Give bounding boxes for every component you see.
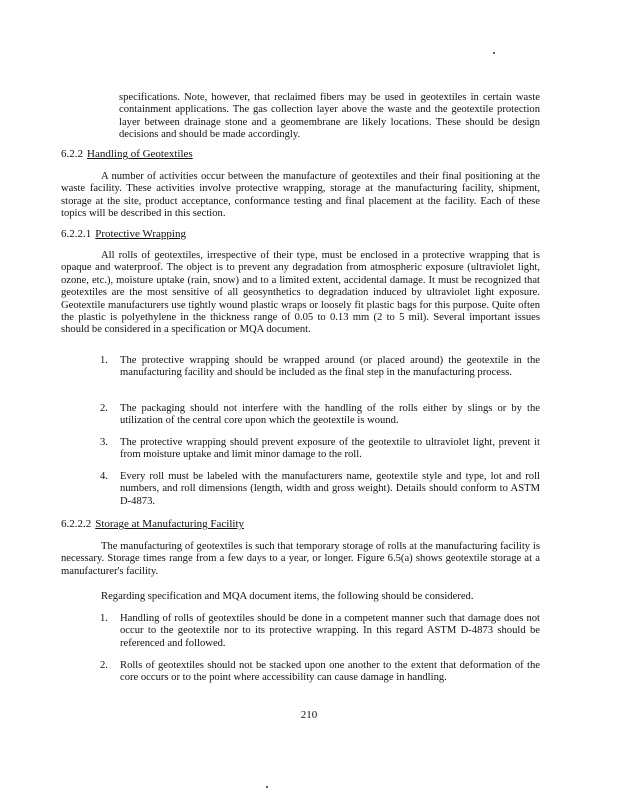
page-number: 210 (300, 709, 318, 721)
list-marker: 1. (100, 355, 108, 366)
list-item-text: Rolls of geotextiles should not be stacked upon one another to the extent that deformation of the core occurs or to the point where accessibility can cause damage in handling. (120, 660, 540, 684)
list-marker: 1. (100, 613, 108, 624)
section-heading-6-2-2 (61, 148, 193, 161)
list-item (100, 471, 540, 511)
list-marker: 4. (100, 471, 108, 482)
section-title: Protective Wrapping (95, 228, 186, 240)
list-item-text: Every roll must be labeled with the manufacturers name, geotextile style and type, lot and roll numbers, and roll dimensions (length, width and gross weight). Details should conform to ASTM D-4873. (120, 471, 540, 507)
list-item (100, 613, 540, 653)
section-title: Handling of Geotextiles (87, 148, 193, 160)
section-heading-6-2-2-2 (61, 518, 244, 531)
scan-speck (266, 786, 268, 788)
section-number: 6.2.2.2 (61, 518, 92, 530)
list-item-text: The protective wrapping should be wrapped around (or placed around) the geotextile in the manufacturing facility and should be included as the final step in the manufacturing process. (120, 355, 540, 379)
section-6-2-2-1-body: All rolls of geotextiles, irrespective of their type, must be enclosed in a protective wrapping that is opaque and waterproof. The object is to prevent any degradation from atmospheric exposure (ultraviolet light, ozone, etc.), moisture uptake (rain, snow) and to a limited extent, accidental damage. It must be recognized that geotextiles are the most sensitive of all geosynthetics to degradation induced by ultraviolet light exposure. Geotextile manufacturers use tightly wound plastic wraps or loosely fit plastic bags for this purpose. Quite often the plastic is polyethylene in the thickness range of 0.05 to 0.13 mm (2 to 5 mil). Several important issues should be considered in a specification or MQA document. (61, 250, 540, 336)
list-item-text: The packaging should not interfere with the handling of the rolls either by slings or by the utilization of the central core upon which the geotextile is wound. (120, 403, 540, 427)
section-title: Storage at Manufacturing Facility (95, 518, 245, 530)
section-6-2-2-2-intro: Regarding specification and MQA document items, the following should be considered. (101, 591, 474, 602)
list-item-text: The protective wrapping should prevent exposure of the geotextile to ultraviolet light, prevent it from moisture uptake and limit minor damage to the roll. (120, 437, 540, 461)
list-marker: 3. (100, 437, 108, 448)
section-6-2-2-2-body: The manufacturing of geotextiles is such that temporary storage of rolls at the manufacturing facility is necessary. Storage times range from a few days to a year, or longer. Figure 6.5(a) shows geotextile storage at a manufacturer's facility. (61, 541, 540, 577)
list-marker: 2. (100, 403, 108, 414)
list-item (100, 355, 540, 395)
list-item-text: Handling of rolls of geotextiles should be done in a competent manner such that damage does not occur to the geotextile nor to its protective wrapping. In this regard ASTM D-4873 should be referenced and followed. (120, 613, 540, 649)
list-marker: 2. (100, 660, 108, 671)
section-heading-6-2-2-1 (61, 228, 186, 241)
continuation-paragraph: specifications. Note, however, that reclaimed fibers may be used in geotextiles in certain waste containment applications. The gas collection layer above the waste and the geotextile protection layer between drainage stone and a geomembrane are likely locations. These should be design decisions and should be made accordingly. (119, 92, 540, 141)
list-item (100, 403, 540, 431)
section-6-2-2-body: A number of activities occur between the manufacture of geotextiles and their final positioning at the waste facility. These activities involve protective wrapping, storage at the manufacturing facility, shipment, storage at the site, product acceptance, conformance testing and final placement at the facility. Each of these topics will be described in this section. (61, 171, 540, 220)
list-item (100, 660, 540, 700)
section-number: 6.2.2 (61, 148, 83, 160)
list-item (100, 437, 540, 465)
scan-speck (493, 52, 495, 54)
section-number: 6.2.2.1 (61, 228, 92, 240)
